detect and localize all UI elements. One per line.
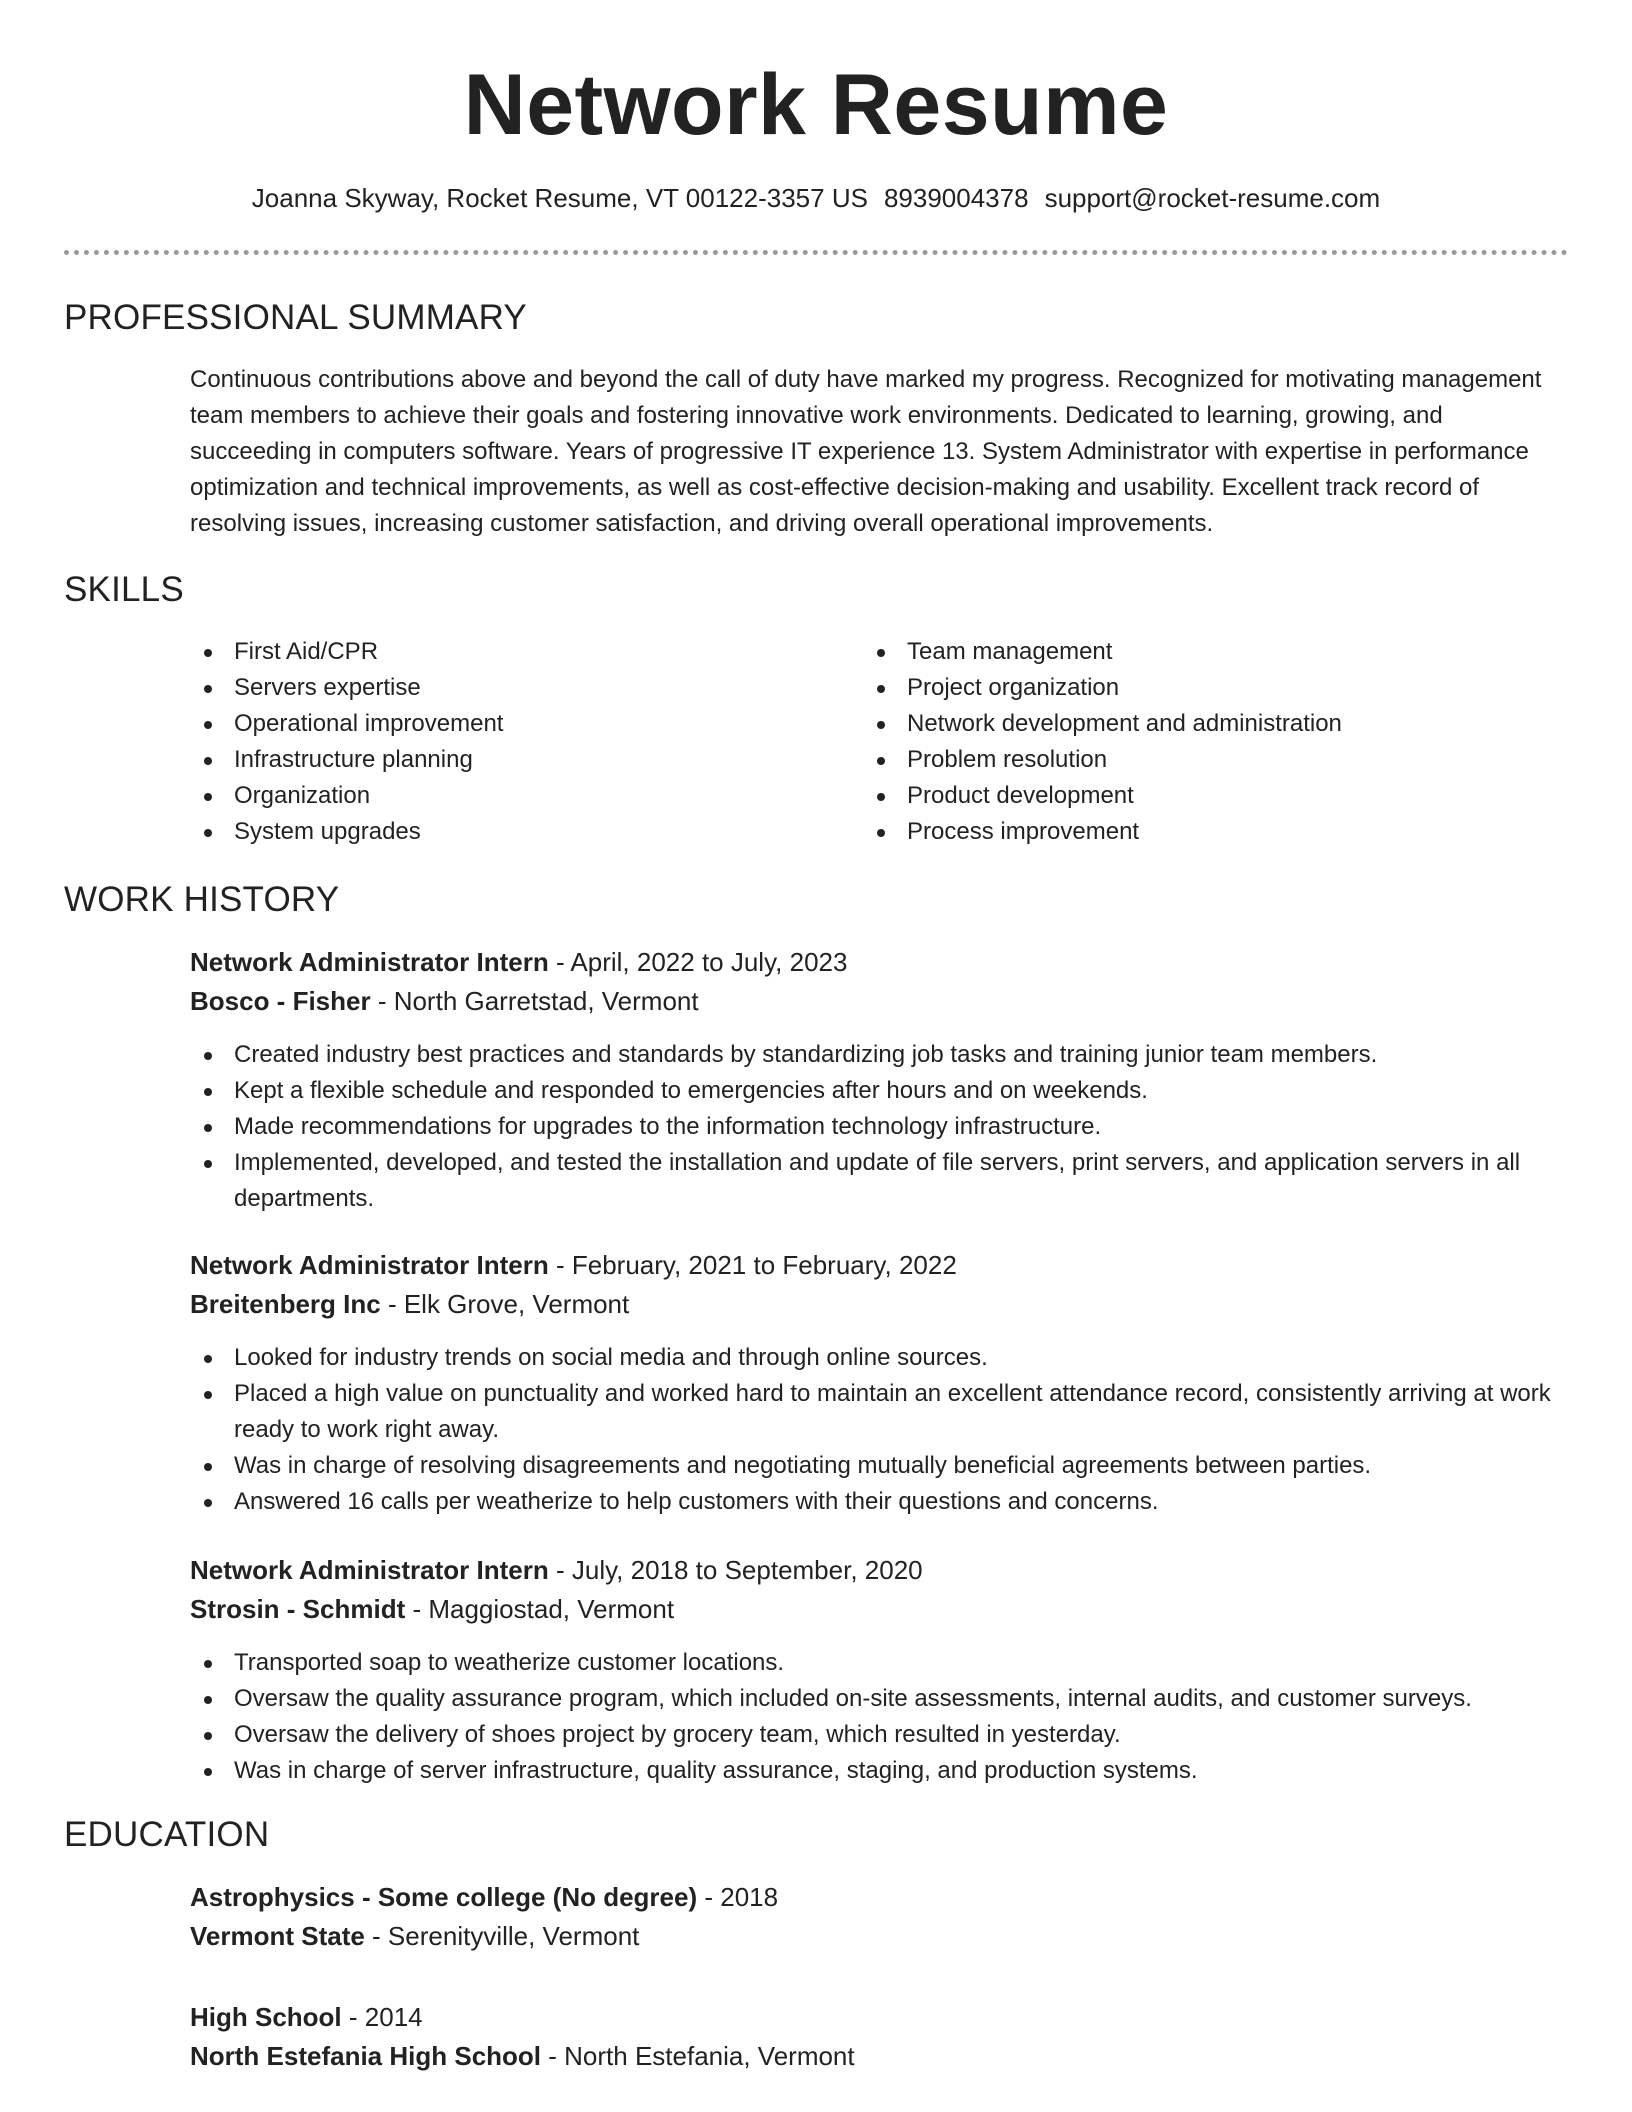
job-company-line [190,1285,629,1323]
job-company-line [190,1590,674,1628]
contact-address: Joanna Skyway, Rocket Resume, VT 00122-3357 US [251,183,868,213]
education-school: North Estefania High School [190,2041,542,2071]
education-school-line [190,1917,639,1955]
job-company: Breitenberg Inc [190,1289,381,1319]
skill-item: First Aid/CPR [190,634,830,670]
job-dates: - February, 2021 to February, 2022 [548,1250,957,1280]
job-bullets [190,1645,1570,1789]
job-dates: - July, 2018 to September, 2020 [548,1555,923,1585]
job-title-line [190,1246,957,1284]
skill-item: Network development and administration [863,706,1563,742]
skill-item: Operational improvement [190,706,830,742]
skills-list-right [863,634,1563,850]
job-title: Network Administrator Intern [190,1555,549,1585]
summary-text: Continuous contributions above and beyond the call of duty have marked my progress. Recognized for motivating management team members to achieve their goals and fostering innovative work environments. Dedicated to learning, growing, and succeeding in computers software. Years of progressive IT experience 13. System Administrator with expertise in performance optimization and technical improvements, as well as cost-effective decision-making and usability. Excellent track record of resolving issues, increasing customer satisfaction, and driving overall operational improvements. [190,366,1542,537]
education-degree-line [190,1998,423,2036]
contact-email: support@rocket-resume.com [1044,183,1381,213]
contact-line [0,178,1632,218]
job-bullet: Oversaw the quality assurance program, which included on-site assessments, internal audits, and customer surveys. [190,1681,1570,1717]
skills-list-left [190,634,830,850]
education-year: - 2014 [341,2002,423,2032]
job-location: - North Garretstad, Vermont [370,986,699,1016]
job-bullet: Was in charge of resolving disagreements and negotiating mutually beneficial agreements between parties. [190,1448,1570,1484]
education-school: Vermont State [190,1921,365,1951]
job-company: Bosco - Fisher [190,986,371,1016]
skills-heading: SKILLS [64,570,184,609]
job-location: - Maggiostad, Vermont [405,1594,675,1624]
job-bullet: Transported soap to weatherize customer locations. [190,1645,1570,1681]
resume-title: Network Resume [463,57,1169,153]
job-bullet: Looked for industry trends on social media and through online sources. [190,1340,1570,1376]
contact-phone: 8939004378 [883,183,1029,213]
header-divider [64,250,1568,255]
job-bullet: Kept a flexible schedule and responded to emergencies after hours and on weekends. [190,1073,1570,1109]
job-bullet: Oversaw the delivery of shoes project by grocery team, which resulted in yesterday. [190,1717,1570,1753]
job-bullet: Made recommendations for upgrades to the information technology infrastructure. [190,1109,1570,1145]
job-bullet: Implemented, developed, and tested the installation and update of file servers, print servers, and application servers in all departments. [190,1145,1570,1217]
job-title: Network Administrator Intern [190,947,549,977]
work-heading: WORK HISTORY [64,880,340,919]
education-location: - North Estefania, Vermont [541,2041,855,2071]
job-title-line [190,1551,923,1589]
job-bullet: Created industry best practices and standards by standardizing job tasks and training junior team members. [190,1037,1570,1073]
job-company: Strosin - Schmidt [190,1594,406,1624]
education-degree: Astrophysics - Some college (No degree) [190,1882,698,1912]
skill-item: Problem resolution [863,742,1563,778]
skill-item: Project organization [863,670,1563,706]
job-title: Network Administrator Intern [190,1250,549,1280]
skill-item: Product development [863,778,1563,814]
job-bullets [190,1037,1570,1217]
job-bullets [190,1340,1570,1520]
education-heading: EDUCATION [64,1815,270,1854]
summary-heading: PROFESSIONAL SUMMARY [64,298,527,337]
job-location: - Elk Grove, Vermont [380,1289,630,1319]
skill-item: Servers expertise [190,670,830,706]
education-degree-line [190,1878,778,1916]
education-degree: High School [190,2002,342,2032]
job-dates: - April, 2022 to July, 2023 [548,947,848,977]
job-title-line [190,943,847,981]
education-year: - 2018 [697,1882,779,1912]
job-bullet: Was in charge of server infrastructure, quality assurance, staging, and production systems. [190,1753,1570,1789]
job-bullet: Placed a high value on punctuality and worked hard to maintain an excellent attendance record, consistently arriving at work ready to work right away. [190,1376,1570,1448]
job-bullet: Answered 16 calls per weatherize to help customers with their questions and concerns. [190,1484,1570,1520]
job-company-line [190,982,699,1020]
skill-item: System upgrades [190,814,830,850]
education-school-line [190,2037,855,2075]
skill-item: Infrastructure planning [190,742,830,778]
skill-item: Organization [190,778,830,814]
skill-item: Team management [863,634,1563,670]
skill-item: Process improvement [863,814,1563,850]
education-location: - Serenityville, Vermont [364,1921,640,1951]
